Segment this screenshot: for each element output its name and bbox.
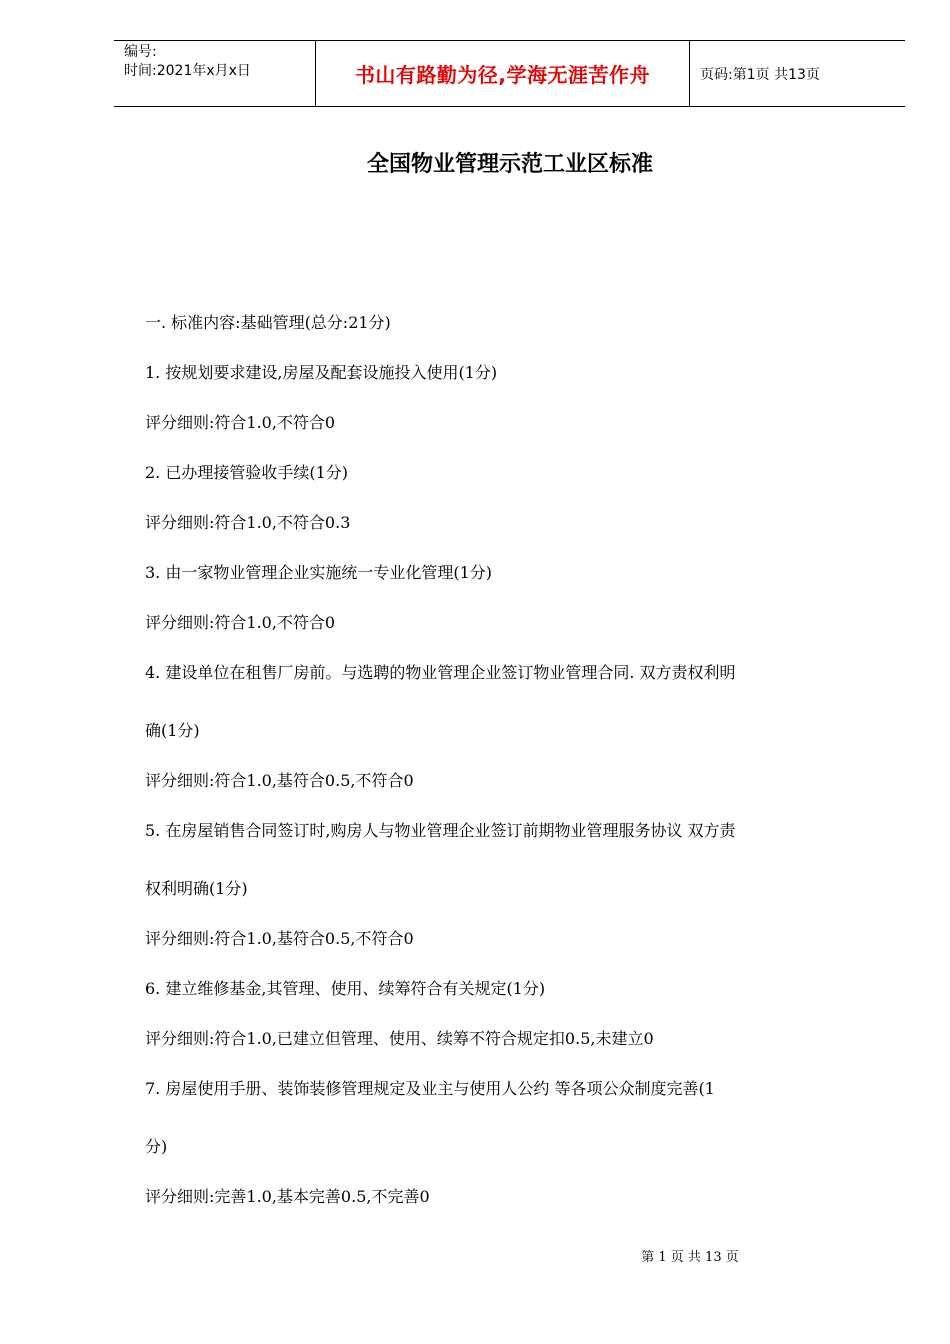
item-2: 2. 已办理接管验收手续(1分) — [145, 463, 349, 482]
item-6: 6. 建立维修基金,其管理、使用、续筹符合有关规定(1分) — [145, 979, 546, 998]
item-1: 1. 按规划要求建设,房屋及配套设施投入使用(1分) — [145, 363, 498, 382]
item-7 — [145, 1074, 875, 1161]
motto-text: 书山有路勤为径,学海无涯苦作舟 — [354, 63, 651, 87]
header-page-cell — [690, 41, 905, 106]
item-4-line-2: 确(1分) — [145, 721, 200, 740]
header-table — [114, 40, 905, 107]
header-meta-cell — [114, 41, 316, 106]
rule-4: 评分细则:符合1.0,基符合0.5,不符合0 — [145, 771, 414, 790]
section-heading: 一. 标准内容:基础管理(总分:21分) — [145, 313, 391, 332]
item-5 — [145, 816, 875, 903]
item-3: 3. 由一家物业管理企业实施统一专业化管理(1分) — [145, 563, 493, 582]
header-motto-cell — [316, 41, 690, 106]
document-number-label: 编号: — [124, 44, 157, 60]
item-7-line-2: 分) — [145, 1137, 168, 1156]
rule-6: 评分细则:符合1.0,已建立但管理、使用、续筹不符合规定扣0.5,未建立0 — [145, 1029, 654, 1048]
item-5-line-1: 5. 在房屋销售合同签订时,购房人与物业管理企业签订前期物业管理服务协议 双方责 — [145, 821, 736, 840]
document-title: 全国物业管理示范工业区标准 — [366, 152, 653, 177]
rule-7: 评分细则:完善1.0,基本完善0.5,不完善0 — [145, 1187, 430, 1206]
item-4-line-1: 4. 建设单位在租售厂房前。与选聘的物业管理企业签订物业管理合同. 双方责权利明 — [145, 663, 736, 682]
rule-5: 评分细则:符合1.0,基符合0.5,不符合0 — [145, 929, 414, 948]
rule-1: 评分细则:符合1.0,不符合0 — [145, 413, 336, 432]
rule-2: 评分细则:符合1.0,不符合0.3 — [145, 513, 351, 532]
rule-3: 评分细则:符合1.0,不符合0 — [145, 613, 336, 632]
page-footer: 第 1 页 共 13 页 — [641, 1250, 739, 1265]
item-7-line-1: 7. 房屋使用手册、装饰装修管理规定及业主与使用人公约 等各项公众制度完善(1 — [145, 1079, 715, 1098]
document-body — [145, 308, 875, 1232]
page-info: 页码:第1页 共13页 — [700, 66, 820, 83]
item-5-line-2: 权利明确(1分) — [145, 879, 248, 898]
document-date-label: 时间:2021年x月x日 — [124, 63, 251, 79]
item-4 — [145, 658, 875, 745]
